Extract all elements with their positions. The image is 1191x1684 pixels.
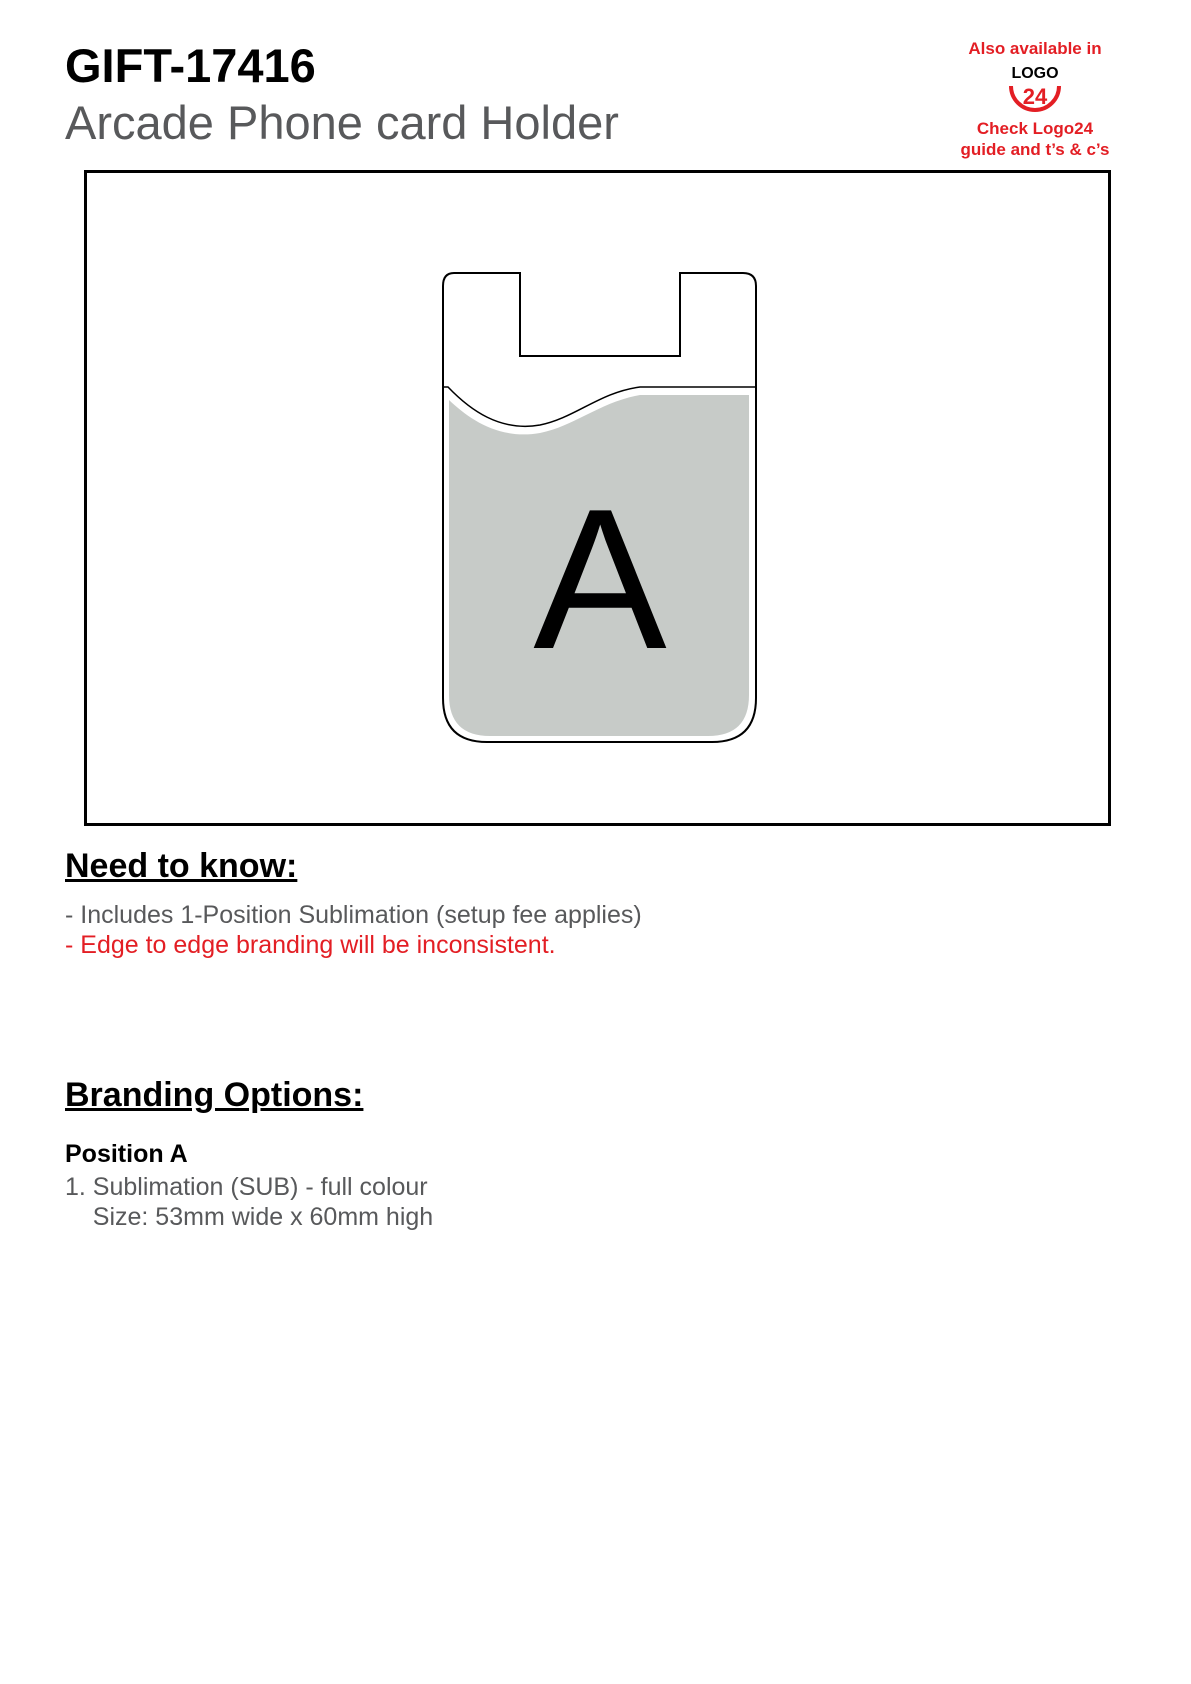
branding-method: 1. Sublimation (SUB) - full colour — [65, 1173, 428, 1201]
branding-size: Size: 53mm wide x 60mm high — [65, 1203, 434, 1231]
product-code: GIFT-17416 — [65, 39, 316, 92]
position-a-title: Position A — [65, 1140, 188, 1168]
logo24-badge — [950, 38, 1120, 160]
need-to-know-item-1: - Includes 1-Position Sublimation (setup fee applies) — [65, 901, 642, 929]
need-to-know-item-2: - Edge to edge branding will be inconsistent. — [65, 931, 556, 959]
need-to-know-heading: Need to know: — [65, 847, 298, 885]
logo24-number: 24 — [1022, 84, 1048, 109]
card-holder-drawing — [440, 270, 760, 750]
logo24-note-line1: Check Logo24 — [976, 119, 1094, 138]
logo24-available-text: Also available in — [968, 39, 1102, 58]
logo24-icon — [1003, 62, 1067, 114]
logo24-word: LOGO — [1011, 65, 1059, 82]
logo24-note — [950, 118, 1120, 160]
branding-options-heading: Branding Options: — [65, 1076, 364, 1114]
product-title: Arcade Phone card Holder — [65, 96, 619, 149]
position-a-label: A — [533, 468, 667, 691]
logo24-note-line2: guide and t’s & c’s — [960, 140, 1110, 159]
